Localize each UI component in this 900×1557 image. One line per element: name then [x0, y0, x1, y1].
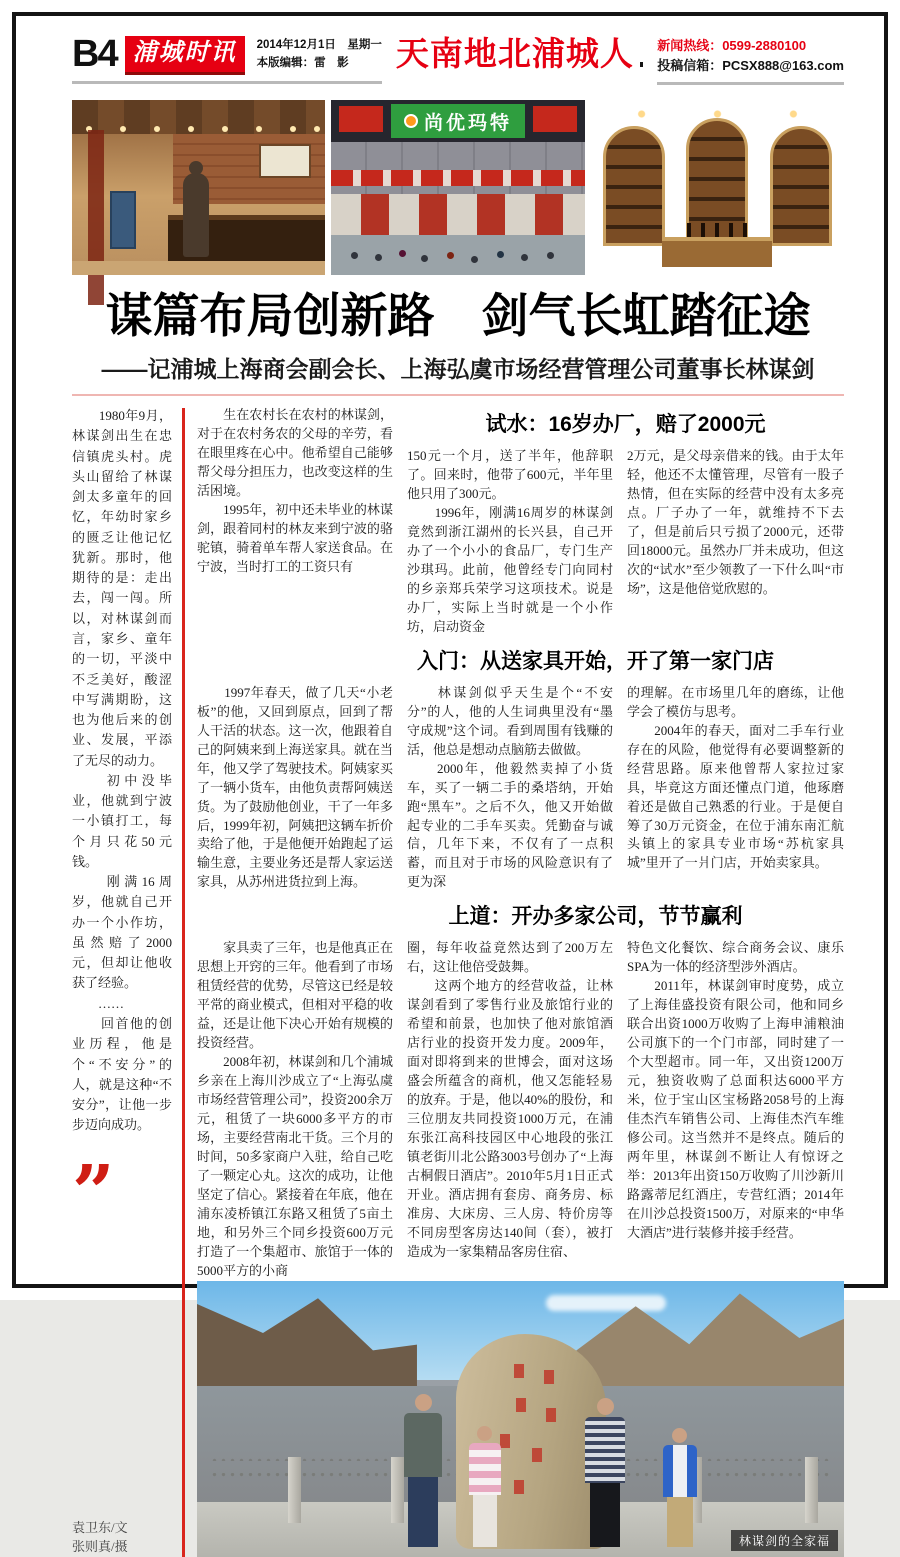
credit-line: 袁卫东/文	[72, 1519, 128, 1535]
text-column	[197, 939, 393, 1280]
body-paragraph: 家具卖了三年，也是他真正在思想上开窍的三年。他看到了市场租赁经营的优势，尽管这已经是较平常的商业模式，但相对平稳的收益，还是让他下决心开始有规模的投资经营。	[197, 940, 393, 1051]
photo-family	[197, 1281, 844, 1557]
building-face	[331, 142, 584, 194]
text-column	[407, 447, 613, 637]
newspaper-title: 浦城时讯	[125, 36, 245, 72]
wine-shelf-left	[603, 126, 665, 246]
body-paragraph: 2万元，是父母亲借来的钱。由于太年轻，他还不太懂管理，尽管有一股子热情，但在实际的经营中没有太多亮点。厂子办了一年，就维持不下去了，但是前后只亏损了2000元，还带回18000元。虽然办厂并未成功，但这次的“试水”至少领教了一下什么叫“市场”，这是他倍觉欣慰的。	[627, 448, 844, 596]
photo-storefront	[331, 100, 584, 275]
text-column	[407, 684, 613, 893]
section-heading: 上道：开办多家公司，节节赢利	[448, 905, 743, 929]
body-paragraph: 1997年春天，做了几天“小老板”的他，又回到原点，回到了帮人干活的状态。这一次，他跟着自己的阿姨来到上海送家具。就在当年，他又学了驾驶技术。阿姨家买了一辆小货车，由他负责帮阿姨送货。为了鼓励他创业，干了一年多后，1999年初，阿姨把这辆车折价卖给了他，于是他便开始跑起了运输生意，主要业务还是帮人家运送家具，从苏州进货拉到上海。	[197, 684, 393, 890]
person-son	[663, 1428, 697, 1547]
section-heading: 试水：16岁办厂，赔了2000元	[485, 413, 766, 437]
text-column	[197, 406, 393, 637]
body-paragraph: 2008年初，林谋剑和几个浦城乡亲在上海川沙成立了“上海弘虞市场经营管理公司”，投资200余万元，租赁了一块6000多平方的市场，主要经营南北干货。三个月的时间，50多家商户入驻，给自己吃了一颗定心丸。这次的成功，让他坚定了信心。紧接着在年底，他在浦东凌桥镇江东路又租赁了5亩土地，和另外三个同乡投资600万元打造了一个集超市、旅馆于一体的5000平方的小商	[197, 1054, 393, 1278]
masthead-center	[396, 36, 643, 72]
body-paragraph: 这两个地方的经营收益，让林谋剑看到了零售行业及旅馆行业的希望和前景，也加快了他对旅馆酒店行业的投资开发力度。2009年，面对即将到来的世博会，面对这场盛会所蕴含的商机，他又怎能轻易的放弃。于是，他以40%的股份，和三位朋友共同投资1000万元，在浦东张江高科技园区中心地段的张江镇老街川北公路3003号创办了“上海古桐假日酒店”。2010年5月1日正式开业。酒店拥有套房、商务房、标准房、大床房、三人房、特价房等不同房型客房达140间（套），被打造成为一家集精品客房住宿、	[407, 978, 613, 1259]
fence-post	[288, 1457, 301, 1523]
edition-label: B4	[72, 33, 117, 75]
article-sections	[197, 406, 844, 1281]
body-paragraph: 2004年的春天，面对二手车行业存在的风险，他觉得有必要调整新的经营思路。原来他曾帮人家拉过家具，毕竟这方面还懂点门道，他琢磨着还是做自己熟悉的行业。于是便自筹了30万元资金，在位于浦东南汇航头镇上的家具专业市场“苏杭家具城”里开了一爿门店，开始卖家具。	[627, 722, 844, 871]
quote-mark-icon: ”	[72, 1149, 115, 1236]
top-photo-row	[72, 100, 844, 275]
sidebar-paragraph: 回首他的创业历程，他是个“不安分”的人，就是这种“不安分”，让他一步步迈向成功。	[72, 1016, 172, 1133]
body-paragraph: 特色文化餐饮、综合商务会议、康乐SPA为一体的经济型涉外酒店。	[627, 940, 844, 975]
headline-block	[72, 289, 844, 384]
body-paragraph: 2011年，林谋剑审时度势，成立了上海佳盛投资有限公司，他和同乡联合出资1000万收购了上海申浦粮油公司旗下的一个门市部，同时建了一个大型超市。同一年，又出资1200万元，独资收购了总面积达6000平方米，位于宝山区宝杨路2058号的上海佳杰汽车销售公司、上海佳杰汽车维修公司。这当然并不是终点。随后的两年里，林谋剑不断让人有惊讶之举：2013年出资150万收购了川沙新川路露蒂尼红酒庄，专营红酒；2014年在川沙总投资1500万，对原来的“申华大酒店”进行装修并接手经营。	[627, 978, 844, 1240]
statue	[183, 173, 209, 257]
text-column	[627, 939, 844, 1280]
body-paragraph: 1995年，初中还未毕业的林谋剑，跟着同村的林友来到宁波的骆驼镇，骑着单车帮人家送食品。在宁波，当时打工的工资只有	[197, 501, 393, 574]
news-hotline: 新闻热线：0599-2880100	[657, 38, 807, 53]
body-paragraph: 的理解。在市场里几年的磨练，让他学会了模仿与思考。	[627, 684, 844, 719]
masthead-left	[72, 33, 382, 84]
sidebar-paragraph: 初中没毕业，他就到宁波一小镇打工，每个月只花50元钱。	[72, 772, 172, 869]
article-section	[197, 637, 844, 893]
stone-inscription	[514, 1364, 524, 1378]
column-title: 天南地北浦城人	[395, 35, 634, 72]
body-paragraph: 2000年，他毅然卖掉了小货车，买了一辆二手的桑塔纳，开始跑“黑车”。之后不久，他又开始做起专业的二手车买卖。凭勤奋与诚信，几年下来，不仅有了一点积蓄，而且对于市场的风险意识有了更为深	[407, 760, 613, 890]
article-section	[197, 892, 844, 1280]
main-text-area	[197, 406, 844, 1557]
red-pillar	[88, 130, 104, 305]
fence-post	[391, 1457, 404, 1523]
supermarket-sign	[391, 104, 524, 138]
text-column	[197, 684, 393, 893]
headline-divider	[72, 394, 844, 396]
sidebar-text	[72, 406, 172, 1136]
byline-credits	[72, 1518, 172, 1557]
wall-board	[259, 144, 311, 178]
person-father	[404, 1394, 442, 1547]
text-column	[407, 939, 613, 1280]
submission-email: 投稿信箱：PCSX888@163.com	[657, 58, 844, 74]
supermarket-sign-text: 尚优玛特	[423, 112, 512, 134]
photo-caption: 林谋剑的全家福	[731, 1530, 838, 1551]
body-paragraph: 1996年，刚满16周岁的林谋剑竟然到浙江湖州的长兴县，自己开办了一个小小的食品厂，专门生产沙琪玛。此前，他曾经专门向同村的乡亲郑兵荣学习这项技术。说是办厂，实际上当时就是一个小作坊，启动资金	[407, 504, 613, 634]
supermarket-logo-icon	[404, 114, 418, 128]
title-rule	[640, 62, 643, 67]
red-awning	[331, 170, 584, 186]
person-mother	[585, 1398, 625, 1547]
page-frame	[12, 12, 888, 1555]
sidebar-paragraph: ……	[72, 995, 125, 1011]
date-editor-block	[257, 36, 382, 73]
sidebar-paragraph: 1980年9月，林谋剑出生在忠信镇虎头村。虎头山留给了林谋剑太多童年的回忆，年幼时家乡的匮乏让他记忆犹新。那时，他期待的是：走出去，闯一闯。所以，对林谋剑而言，家乡、童年的一切，平淡中不乏美好，酸涩中写满期盼，这也为他后来的创业、发展，平添了无尽的动力。	[72, 408, 172, 768]
red-vertical-divider	[182, 408, 185, 1557]
main-headline: 谋篇布局创新路 剑气长虹踏征途	[105, 289, 811, 342]
credit-line: 张则真/摄	[72, 1539, 128, 1555]
shop-fronts	[331, 194, 584, 236]
text-column	[627, 447, 844, 637]
wine-bottles	[715, 223, 719, 237]
contact-block	[657, 36, 844, 85]
sidebar-paragraph: 刚满16周岁，他就自己开办一个小作坊，虽然赔了2000元，但却让他收获了经验。	[72, 874, 172, 991]
photo-lobby	[72, 100, 325, 275]
sub-headline: ——记浦城上海商会副会长、上海弘虞市场经营管理公司董事长林谋剑	[101, 356, 815, 383]
red-sign-left	[339, 106, 383, 132]
red-sign-right	[533, 106, 577, 132]
fence-post	[805, 1457, 818, 1523]
display-table	[662, 237, 772, 267]
body-paragraph: 圈，每年收益竟然达到了200万左右，这让他倍受鼓舞。	[407, 940, 613, 975]
vending-machine	[110, 191, 136, 249]
article-body	[72, 406, 844, 1557]
photo-wineshop	[591, 100, 844, 275]
person-daughter	[469, 1426, 501, 1547]
sidebar-column	[72, 406, 172, 1557]
lobby-ceiling	[72, 100, 325, 134]
lobby-floor	[72, 261, 325, 275]
section-heading: 入门：从送家具开始，开了第一家门店	[417, 649, 774, 673]
cloud	[546, 1295, 666, 1311]
text-column	[627, 684, 844, 893]
body-paragraph: 150元一个月，送了半年，他辞职了。回来时，他带了600元，半年里他只用了300元。	[407, 448, 613, 501]
article-section	[197, 406, 844, 637]
body-paragraph: 林谋剑似乎天生是个“不安分”的人，他的人生词典里没有“墨守成规”这个词。看到周围有钱赚的活，他总是想动点脑筋去做做。	[407, 684, 613, 757]
date-line: 2014年12月1日 星期一	[256, 39, 382, 51]
masthead	[72, 33, 844, 92]
wine-shelf-right	[770, 126, 832, 246]
body-paragraph: 生在农村长在农村的林谋剑，对于在农村务农的父母的辛劳，看在眼里疼在心中。他希望自己能够帮父母分担压力，也改变这样的生活困境。	[197, 407, 393, 498]
street	[331, 235, 584, 275]
editor-line: 本版编辑：雷 影	[256, 57, 349, 70]
